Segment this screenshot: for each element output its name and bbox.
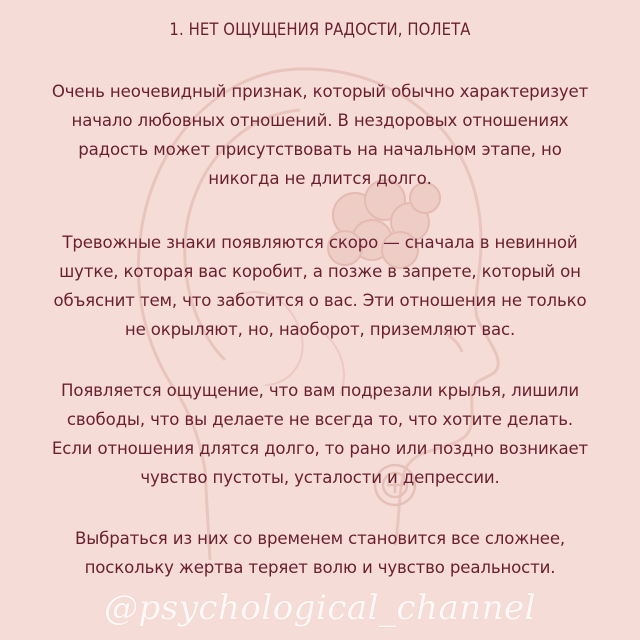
paragraph-line: Если отношения длятся долго, то рано или поздно возникает xyxy=(51,439,589,458)
paragraph-line: Очень неочевидный признак, который обычно характеризует xyxy=(51,82,589,101)
paragraph-line: Появляется ощущение, что вам подрезали крылья, лишили xyxy=(61,381,579,400)
paragraph-line: никогда не длится долго. xyxy=(208,169,432,188)
paragraph-line: поскольку жертва теряет волю и чувство реальности. xyxy=(84,558,556,577)
paragraph-line: чувство пустоты, усталости и депрессии. xyxy=(140,468,500,487)
paragraph-3 xyxy=(14,376,626,492)
paragraph-line: Выбраться из них со временем становится все сложнее, xyxy=(74,529,566,548)
paragraph-line: начало любовных отношений. В нездоровых отношениях xyxy=(71,111,569,130)
paragraph-line: свободы, что вы делаете не всегда то, что хотите делать. xyxy=(66,410,574,429)
paragraph-line: Тревожные знаки появляются скоро — сначала в невинной xyxy=(62,233,578,252)
channel-signature: @psychological_channel xyxy=(104,588,536,628)
paragraph-4 xyxy=(14,524,626,582)
post-title: 1. НЕТ ОЩУЩЕНИЯ РАДОСТИ, ПОЛЕТА xyxy=(169,20,471,39)
paragraph-line: объяснит тем, что заботится о вас. Эти отношения не только xyxy=(53,291,587,310)
paragraph-line: шутке, которая вас коробит, а позже в запрете, который он xyxy=(59,262,581,281)
paragraph-1 xyxy=(14,77,626,193)
paragraph-line: радость может присутствовать на начальном этапе, но xyxy=(78,140,562,159)
paragraph-2 xyxy=(14,228,626,344)
paragraph-line: не окрыляют, но, наоборот, приземляют вас. xyxy=(124,320,516,339)
